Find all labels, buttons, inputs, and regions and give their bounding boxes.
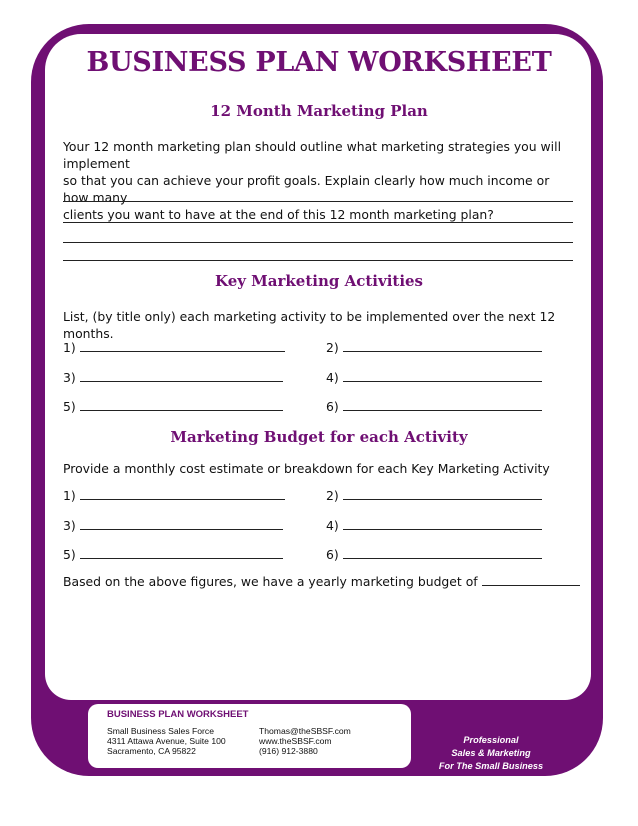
budget-item-4: [326, 517, 542, 534]
worksheet-body: [45, 34, 591, 700]
item-number: 1): [63, 488, 76, 503]
activity-item-5: [63, 398, 283, 415]
budget-item-2: [326, 487, 542, 504]
footer-website[interactable]: www.theSBSF.com: [259, 736, 332, 746]
answer-line-1[interactable]: [63, 201, 573, 202]
tagline-line: Professional: [463, 735, 519, 745]
activity-item-4: [326, 369, 542, 386]
footer-company-name: Small Business Sales Force: [107, 726, 214, 736]
budget-blank-3[interactable]: [80, 517, 283, 530]
budget-blank-5[interactable]: [80, 546, 283, 559]
activity-item-6: [326, 398, 542, 415]
worksheet-title: BUSINESS PLAN WORKSHEET: [86, 47, 552, 78]
footer-contact: [259, 726, 351, 756]
item-number: 6): [326, 399, 339, 414]
activity-item-3: [63, 369, 283, 386]
activity-item-2: [326, 339, 542, 356]
budget-blank-2[interactable]: [343, 487, 542, 500]
item-number: 2): [326, 340, 339, 355]
budget-blank-4[interactable]: [343, 517, 542, 530]
footer-title: BUSINESS PLAN WORKSHEET: [107, 709, 249, 720]
footer-address: [107, 726, 226, 756]
budget-item-3: [63, 517, 283, 534]
answer-line-4[interactable]: [63, 260, 573, 261]
yearly-budget-statement: [63, 573, 580, 590]
item-number: 4): [326, 370, 339, 385]
budget-blank-1[interactable]: [80, 487, 285, 500]
item-number: 6): [326, 547, 339, 562]
budget-item-1: [63, 487, 285, 504]
item-number: 5): [63, 547, 76, 562]
budget-instructions: Provide a monthly cost estimate or breakdown for each Key Marketing Activity: [63, 461, 550, 476]
item-number: 3): [63, 370, 76, 385]
section-heading-marketing-budget: Marketing Budget for each Activity: [170, 428, 468, 446]
tagline-line: Sales & Marketing: [451, 748, 531, 758]
instruction-line: so that you can achieve your profit goals. Explain clearly how much income or how many: [63, 173, 550, 205]
section-heading-key-activities: Key Marketing Activities: [214, 272, 424, 290]
item-number: 4): [326, 518, 339, 533]
budget-blank-6[interactable]: [343, 546, 542, 559]
footer-street: 4311 Attawa Avenue, Suite 100: [107, 736, 226, 746]
footer-tagline: [426, 734, 556, 773]
answer-line-2[interactable]: [63, 222, 573, 223]
yearly-budget-blank[interactable]: [482, 573, 580, 586]
instruction-line: clients you want to have at the end of this 12 month marketing plan?: [63, 207, 494, 222]
activity-item-1: [63, 339, 285, 356]
footer-email[interactable]: Thomas@theSBSF.com: [259, 726, 351, 736]
tagline-line: For The Small Business: [438, 761, 544, 771]
activity-blank-2[interactable]: [343, 339, 542, 352]
footer-phone: (916) 912-3880: [259, 746, 318, 756]
section-heading-marketing-plan: 12 Month Marketing Plan: [210, 102, 428, 120]
activity-blank-5[interactable]: [80, 398, 283, 411]
marketing-plan-instructions: [63, 138, 578, 223]
budget-item-5: [63, 546, 283, 563]
item-number: 3): [63, 518, 76, 533]
activity-blank-1[interactable]: [80, 339, 285, 352]
activity-blank-6[interactable]: [343, 398, 542, 411]
item-number: 2): [326, 488, 339, 503]
footer-city: Sacramento, CA 95822: [107, 746, 196, 756]
answer-line-3[interactable]: [63, 242, 573, 243]
item-number: 1): [63, 340, 76, 355]
activity-blank-3[interactable]: [80, 369, 283, 382]
instruction-line: Your 12 month marketing plan should outline what marketing strategies you will implement: [63, 139, 562, 171]
activity-blank-4[interactable]: [343, 369, 542, 382]
budget-item-6: [326, 546, 542, 563]
item-number: 5): [63, 399, 76, 414]
yearly-budget-text: Based on the above figures, we have a yearly marketing budget of: [63, 574, 478, 589]
key-activities-instructions: List, (by title only) each marketing activity to be implemented over the next 12 months.: [63, 309, 556, 341]
